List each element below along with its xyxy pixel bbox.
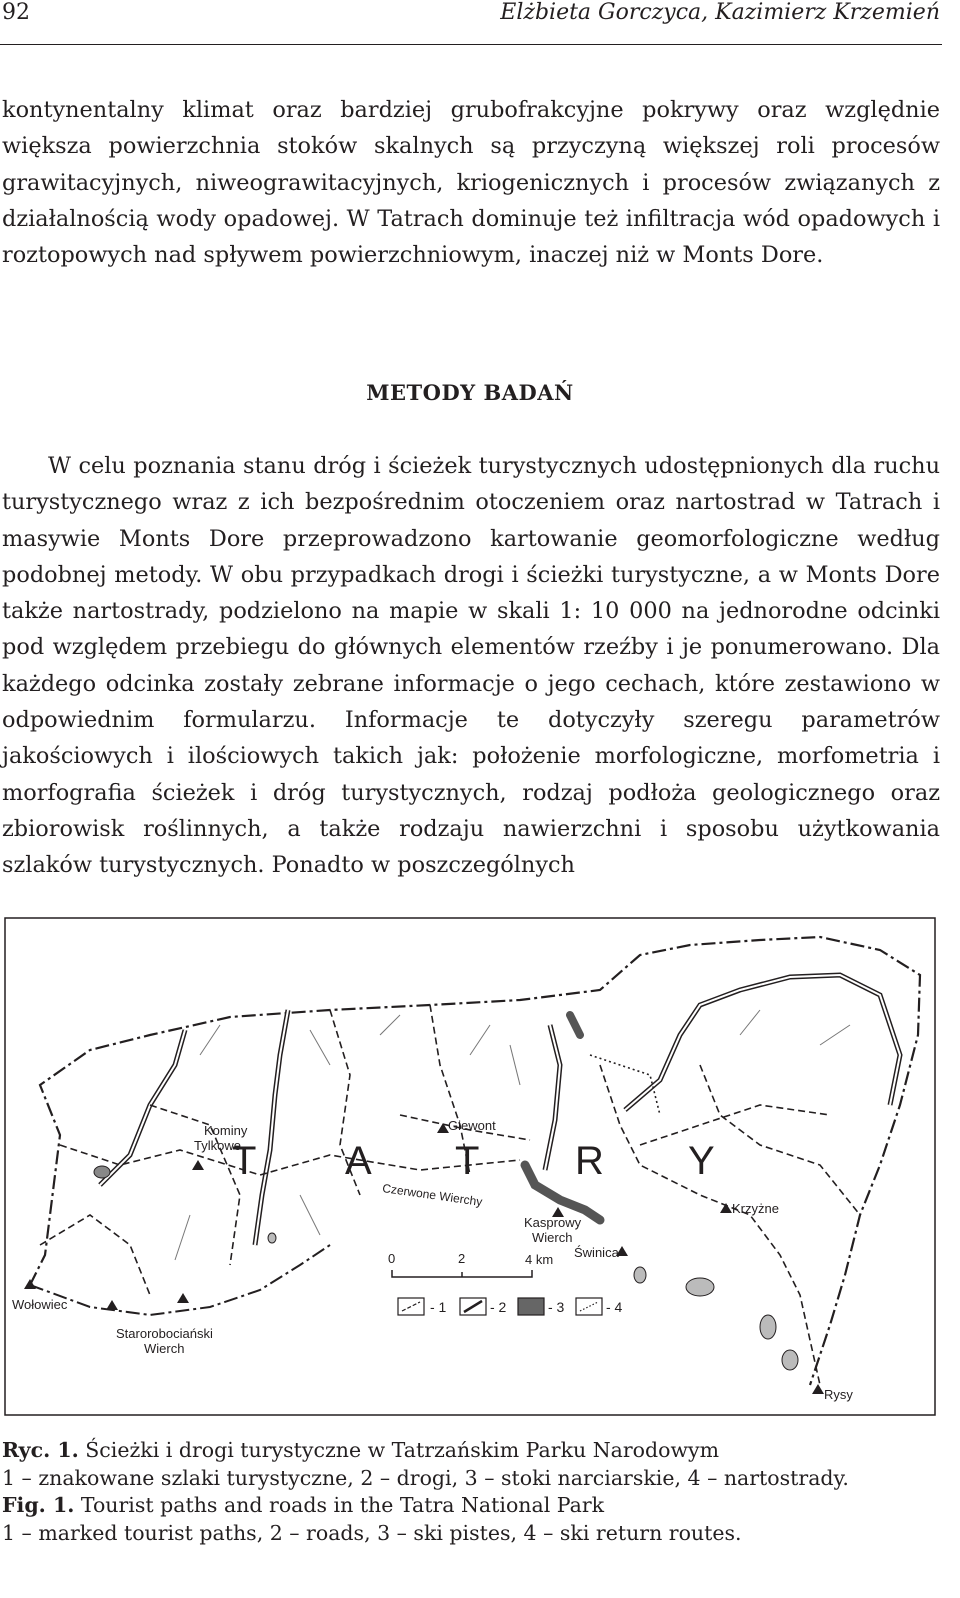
label-rysy: Rysy <box>824 1387 853 1402</box>
label-kasprowy: Kasprowy <box>524 1215 582 1230</box>
streams <box>175 1010 850 1260</box>
label-starorobocianski-wierch: Wierch <box>144 1341 185 1356</box>
header-rule <box>0 44 942 45</box>
caption-en-title <box>2 1492 940 1518</box>
running-head: Elżbieta Gorczyca, Kazimierz Krzemień <box>500 0 940 25</box>
label-giewont: Giewont <box>448 1118 496 1133</box>
map-letter-t1: T <box>232 1139 257 1183</box>
paragraph-2: W celu poznania stanu dróg i ścieżek turystycznych udostępnionych dla ruchu turystycznego wraz z ich bezpośrednim otoczeniem oraz nartostrad w Tatrach i masywie Monts Dore przeprowadzono kartowanie geomorfologiczne według podobnej metody. W obu przypadkach drogi i ścieżki turystyczne, a w Monts Dore także nartostrady, podzielono na mapie w skali 1: 10 000 na jednorodne odcinki pod względem przebiegu do głównych elementów rzeźby i je ponumerowano. Dla każdego odcinka zostały zebrane informacje o jego cechach, które zestawiono w odpowiednim formularzu. Informacje te dotyczyły szeregu parametrów jakościowych i ilościowych takich jak: położenie morfologiczne, morfometria i morfografia ścieżek i dróg turystycznych, rodzaj podłoża geologicznego oraz zbiorowisk roślinnych, a także rodzaju nawierzchni i sposobu użytkowania szlaków turystycznych. Ponadto w poszczególnych <box>2 453 940 879</box>
map-letter-y: Y <box>688 1139 715 1183</box>
figure-map <box>0 915 940 1420</box>
label-tylkowe: Tylkowe <box>194 1138 241 1153</box>
caption-en-lead: Fig. 1. <box>2 1493 75 1517</box>
legend-3: - 3 <box>548 1299 565 1315</box>
label-starorobocianski: Starorobociański <box>116 1326 213 1341</box>
map-letter-t2: T <box>455 1139 480 1183</box>
caption-en-title-text: Tourist paths and roads in the Tatra National Park <box>74 1493 605 1517</box>
paragraph-1: kontynentalny klimat oraz bardziej grubofrakcyjne pokrywy oraz względnie większa powierzchnia stoków skalnych są przyczyną większej roli procesów grawitacyjnych, niweograwitacyjnych, kriogenicznych i procesów związanych z działalnością wody opadowej. W Tatrach dominuje też infiltracja wód opadowych i roztopowych nad spływem powierzchniowym, inaczej niż w Monts Dore. <box>2 97 940 269</box>
legend-2: - 2 <box>490 1299 507 1315</box>
page-number: 92 <box>2 0 30 25</box>
label-wierch: Wierch <box>532 1230 573 1245</box>
label-kominy: Kominy <box>204 1123 248 1138</box>
scale-label-0: 0 <box>388 1251 396 1266</box>
scale-label-4km: 4 km <box>525 1252 554 1267</box>
lake <box>94 1166 110 1178</box>
label-wolowiec: Wołowiec <box>12 1297 68 1312</box>
legend-1: - 1 <box>430 1299 447 1315</box>
label-krzyzne: Krzyżne <box>732 1201 779 1216</box>
caption-en-legend: 1 – marked tourist paths, 2 – roads, 3 – ski pistes, 4 – ski return routes. <box>2 1521 742 1545</box>
label-swinica: Świnica <box>574 1245 619 1260</box>
ski-return-route <box>590 1055 660 1115</box>
scale-bar <box>392 1270 532 1277</box>
map-letter-a: A <box>345 1139 372 1183</box>
legend-4: - 4 <box>606 1299 623 1315</box>
border-south-west <box>30 1245 330 1315</box>
caption-pl-legend: 1 – znakowane szlaki turystyczne, 2 – drogi, 3 – stoki narciarskie, 4 – nartostrady. <box>2 1466 849 1490</box>
map-letter-r: R <box>575 1139 604 1183</box>
page-header <box>0 0 940 30</box>
section-title: METODY BADAŃ <box>366 380 574 405</box>
label-czerwone-wierchy: Czerwone Wierchy <box>381 1181 484 1209</box>
caption-pl-title <box>2 1437 940 1463</box>
caption-pl-lead: Ryc. 1. <box>2 1438 79 1462</box>
scale-label-2: 2 <box>458 1251 466 1266</box>
caption-pl-title-text: Ścieżki i drogi turystyczne w Tatrzańskim Parku Narodowym <box>78 1438 720 1462</box>
